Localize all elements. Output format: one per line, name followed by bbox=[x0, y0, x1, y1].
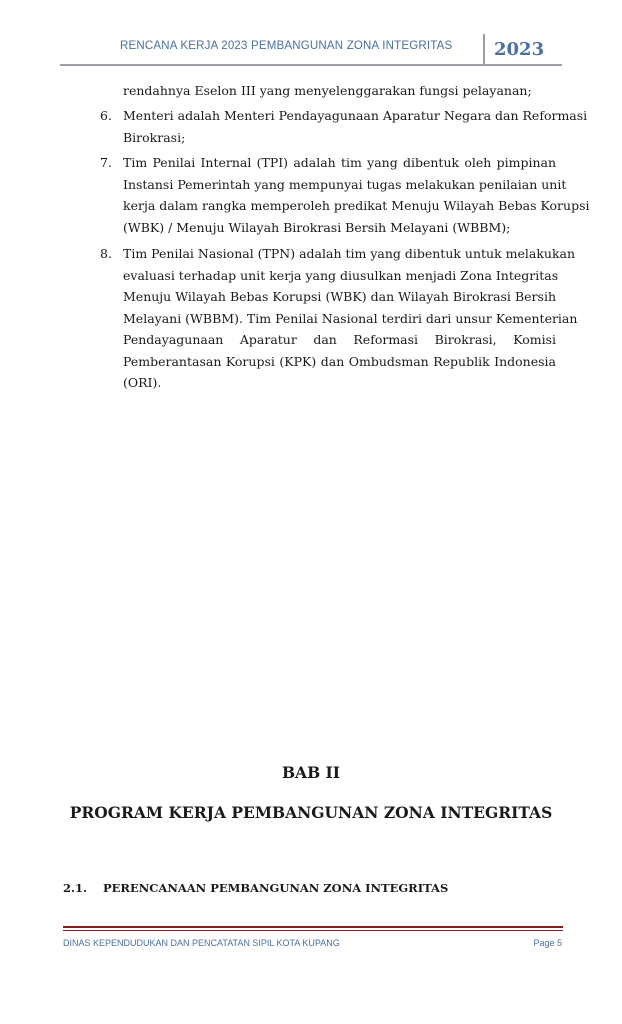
text-line: Instansi Pemerintah yang mempunyai tugas melakukan penilaian unit bbox=[123, 176, 567, 192]
header-title: RENCANA KERJA 2023 PEMBANGUNAN ZONA INTEGRITAS bbox=[120, 40, 453, 52]
header-year: 2023 bbox=[494, 39, 545, 60]
section-title: PERENCANAAN PEMBANGUNAN ZONA INTEGRITAS bbox=[103, 881, 449, 895]
text-line: (WBK) / Menuju Wilayah Birokrasi Bersih Melayani (WBBM); bbox=[123, 219, 511, 235]
list-item-text bbox=[123, 105, 588, 148]
text-line: Pendayagunaan Aparatur dan Reformasi Birokrasi, Komisi bbox=[123, 332, 556, 347]
list-item-number: 6. bbox=[100, 108, 112, 123]
text-line: Birokrasi; bbox=[123, 129, 186, 145]
text-line: Menuju Wilayah Bebas Korupsi (WBK) dan Wilayah Birokrasi Bersih bbox=[123, 289, 556, 304]
text-line: Pemberantasan Korupsi (KPK) dan Ombudsman Republik Indonesia bbox=[123, 353, 556, 369]
text-line: (ORI). bbox=[123, 375, 162, 390]
text-line: kerja dalam rangka memperoleh predikat Menuju Wilayah Bebas Korupsi bbox=[123, 198, 590, 213]
footer-rule-thin bbox=[63, 930, 563, 931]
continuation-text: rendahnya Eselon III yang menyelenggarakan fungsi pelayanan; bbox=[123, 83, 532, 98]
text-line: Menteri adalah Menteri Pendayagunaan Aparatur Negara dan Reformasi bbox=[123, 108, 588, 123]
header-year-box bbox=[483, 34, 563, 64]
section-number: 2.1. bbox=[63, 881, 88, 895]
text-line: evaluasi terhadap unit kerja yang diusulkan menjadi Zona Integritas bbox=[123, 267, 559, 283]
chapter-title: PROGRAM KERJA PEMBANGUNAN ZONA INTEGRITAS bbox=[69, 803, 553, 822]
list-item-number: 7. bbox=[100, 155, 112, 170]
list-item-number: 8. bbox=[100, 246, 112, 261]
page-number: Page 5 bbox=[533, 938, 562, 948]
header-rule bbox=[60, 64, 562, 66]
footer-rule bbox=[63, 926, 563, 928]
footer-organization: DINAS KEPENDUDUKAN DAN PENCATATAN SIPIL KOTA KUPANG bbox=[63, 938, 340, 948]
list-item-text bbox=[123, 243, 578, 394]
text-line: Tim Penilai Internal (TPI) adalah tim yang dibentuk oleh pimpinan bbox=[123, 155, 556, 170]
text-line: Melayani (WBBM). Tim Penilai Nasional terdiri dari unsur Kementerian bbox=[123, 310, 578, 326]
list-item-text bbox=[123, 152, 590, 238]
chapter-label: BAB II bbox=[281, 763, 341, 782]
text-line: Tim Penilai Nasional (TPN) adalah tim yang dibentuk untuk melakukan bbox=[123, 246, 576, 261]
